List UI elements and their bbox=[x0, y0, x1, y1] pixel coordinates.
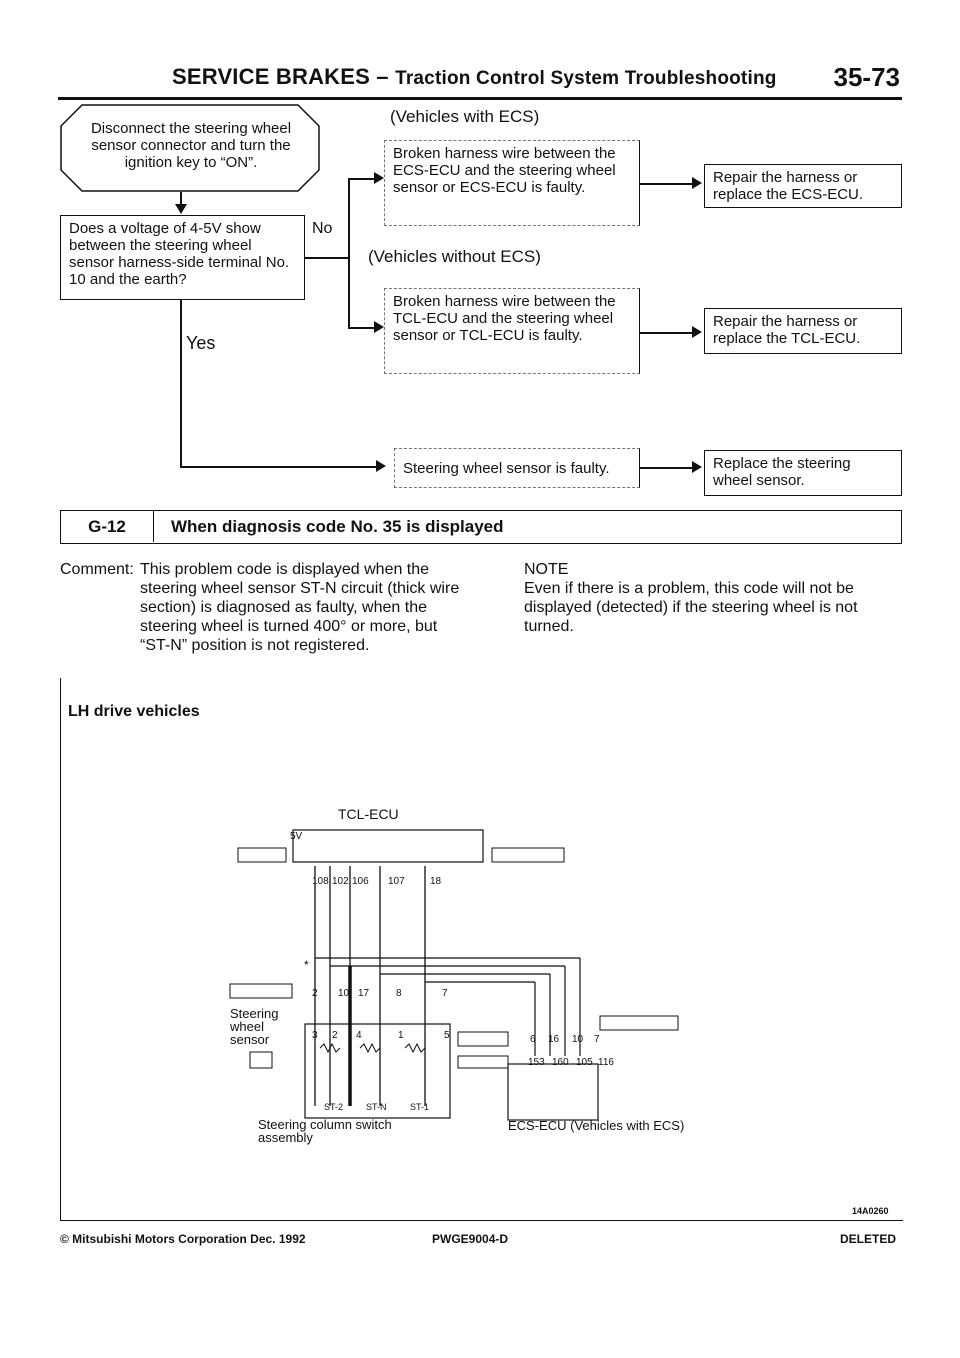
tcl-pin-108: 108 bbox=[312, 876, 329, 887]
no-ecs-action-box bbox=[704, 308, 902, 354]
wiring-diagram bbox=[220, 826, 700, 1156]
no-ecs-heading: (Vehicles without ECS) bbox=[368, 247, 541, 266]
comment-text: This problem code is displayed when the steering wheel sensor ST-N circuit (thick wire section) is diagnosed as faulty, when the steering wheel is turned 400° or more, but “ST-N” position is not registered. bbox=[140, 561, 460, 654]
start-step-text: Disconnect the steering wheel sensor connector and turn the ignition key to “ON”. bbox=[90, 120, 292, 171]
steering-column-label: Steering column switch assembly bbox=[258, 1117, 392, 1145]
ecs-ecu-box bbox=[508, 1064, 598, 1120]
tcl-pin-107: 107 bbox=[388, 876, 405, 887]
footer-status: DELETED bbox=[840, 1232, 897, 1246]
steering-wheel-sensor-label: Steering wheel sensor bbox=[230, 1006, 279, 1047]
ecs-action-box bbox=[704, 164, 902, 208]
ecs-lower-pin-160: 160 bbox=[552, 1057, 569, 1068]
no-branch-line bbox=[305, 257, 349, 259]
no-ecs-action-text: Repair the harness or replace the TCL-ECU. bbox=[713, 313, 861, 347]
code-id: G-12 bbox=[61, 511, 154, 542]
ecs-action-text: Repair the harness or replace the ECS-ECU. bbox=[713, 169, 864, 203]
arrow-right-icon bbox=[374, 321, 384, 333]
note-text: Even if there is a problem, this code will not be displayed (detected) if the steering wheel is not turned. bbox=[524, 580, 858, 635]
no-ecs-cause-text: Broken harness wire between the TCL-ECU and the steering wheel sensor or TCL-ECU is faulty. bbox=[393, 293, 616, 344]
switch-label-st1: ST-1 bbox=[410, 1102, 430, 1112]
no-ecs-cause-box bbox=[384, 288, 640, 374]
no-ecs-action-connector bbox=[640, 332, 696, 334]
sensor-action-box bbox=[704, 450, 902, 496]
connector-icon bbox=[238, 848, 286, 862]
steering-pin-10: 10 bbox=[338, 988, 350, 999]
connector-icon bbox=[458, 1056, 508, 1068]
switch-label-st2: ST-2 bbox=[324, 1102, 344, 1112]
connector-icon bbox=[600, 1016, 678, 1030]
tcl-pin-106: 106 bbox=[352, 876, 369, 887]
yes-label: Yes bbox=[186, 333, 216, 353]
ecs-pin-10: 10 bbox=[572, 1034, 584, 1045]
sensor-cause-box bbox=[394, 448, 640, 488]
code-title: When diagnosis code No. 35 is displayed bbox=[171, 517, 504, 536]
comment-label: Comment: bbox=[60, 561, 134, 578]
arrow-right-icon bbox=[692, 461, 702, 473]
sensor-action-connector bbox=[640, 467, 696, 469]
tcl-pin-18: 18 bbox=[430, 876, 442, 887]
ecs-lower-pin-105: 105 bbox=[576, 1057, 593, 1068]
ecs-cause-box bbox=[384, 140, 640, 226]
question-box bbox=[60, 215, 305, 300]
connector-icon bbox=[250, 1052, 272, 1068]
tcl-pin-102: 102 bbox=[332, 876, 349, 887]
question-text: Does a voltage of 4-5V show between the steering wheel sensor harness-side terminal No. 10 and the earth? bbox=[69, 220, 290, 288]
page-title bbox=[172, 64, 777, 90]
footer-copyright: © Mitsubishi Motors Corporation Dec. 1992 bbox=[60, 1232, 306, 1246]
connector-icon bbox=[230, 984, 292, 998]
ecs-heading: (Vehicles with ECS) bbox=[390, 107, 540, 126]
arrow-right-icon bbox=[692, 326, 702, 338]
steering-lower-pin-1: 1 bbox=[398, 1030, 404, 1041]
ecs-lower-pin-116: 116 bbox=[598, 1057, 614, 1068]
steering-lower-pin-2: 2 bbox=[332, 1030, 338, 1041]
ecs-lower-pin-153: 153 bbox=[528, 1057, 545, 1068]
ecs-ecu-label: ECS-ECU (Vehicles with ECS) bbox=[508, 1118, 685, 1133]
header-rule bbox=[58, 97, 902, 100]
ecs-action-connector bbox=[640, 183, 696, 185]
star-mark: * bbox=[304, 958, 309, 972]
footer-doc-code: PWGE9004-D bbox=[432, 1232, 509, 1246]
steering-pin-7: 7 bbox=[442, 988, 448, 999]
switch-label-stn: ST-N bbox=[366, 1102, 387, 1112]
steering-pin-17: 17 bbox=[358, 988, 370, 999]
sensor-cause-text: Steering wheel sensor is faulty. bbox=[403, 460, 610, 477]
steering-lower-pin-4: 4 bbox=[356, 1030, 362, 1041]
title-main: SERVICE BRAKES bbox=[172, 64, 370, 89]
sensor-action-text: Replace the steering wheel sensor. bbox=[713, 455, 851, 489]
ecs-cause-text: Broken harness wire between the ECS-ECU and the steering wheel sensor or ECS-ECU is faulty. bbox=[393, 145, 616, 196]
steering-pin-2: 2 bbox=[312, 988, 318, 999]
no-label: No bbox=[312, 220, 333, 237]
steering-lower-pin-5: 5 bbox=[444, 1030, 450, 1041]
title-sub: Traction Control System Troubleshooting bbox=[395, 68, 777, 89]
arrow-right-icon bbox=[692, 177, 702, 189]
connector-icon bbox=[458, 1032, 508, 1046]
arrow-right-icon bbox=[374, 172, 384, 184]
page-number: 35-73 bbox=[833, 62, 900, 92]
yes-horizontal-line bbox=[180, 466, 380, 468]
ecs-pin-16: 16 bbox=[548, 1034, 560, 1045]
yes-branch-line bbox=[180, 300, 182, 467]
steering-pin-8: 8 bbox=[396, 988, 402, 999]
ecs-pin-6: 6 bbox=[530, 1034, 536, 1045]
figure-id: 14A0260 bbox=[852, 1206, 889, 1216]
arrow-right-icon bbox=[376, 460, 386, 472]
connector-icon bbox=[492, 848, 564, 862]
note-label: NOTE bbox=[524, 561, 569, 578]
no-branch-vertical bbox=[348, 178, 350, 328]
supply-label: 5V bbox=[290, 831, 303, 842]
tcl-ecu-label: TCL-ECU bbox=[338, 806, 399, 822]
note-block bbox=[524, 560, 904, 636]
diagram-heading: LH drive vehicles bbox=[68, 703, 200, 720]
diagnosis-code-bar bbox=[60, 510, 902, 544]
arrow-down-icon bbox=[175, 204, 187, 214]
title-separator: – bbox=[370, 64, 396, 89]
tcl-ecu-box bbox=[293, 830, 483, 862]
page-header bbox=[0, 60, 960, 100]
ecs-pin-7: 7 bbox=[594, 1034, 600, 1045]
steering-lower-pin-3: 3 bbox=[312, 1030, 318, 1041]
